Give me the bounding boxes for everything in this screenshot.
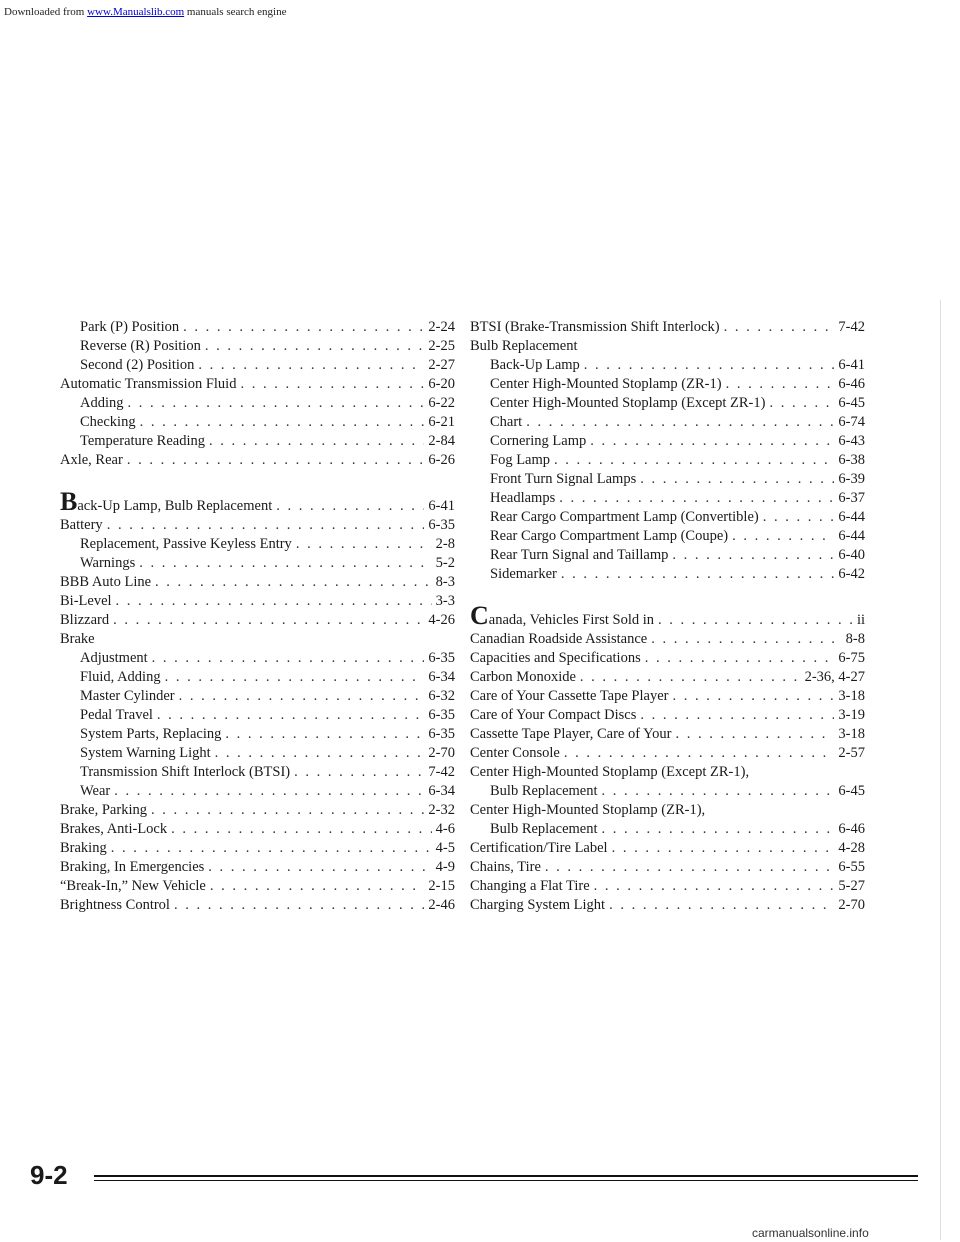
entry-text: Park (P) Position (80, 319, 180, 335)
index-entry (60, 451, 455, 470)
entry-text: BBB Auto Line (60, 574, 152, 590)
entry-text: Capacities and Specifications (470, 650, 641, 666)
leader-dots (139, 554, 431, 573)
leader-dots (183, 318, 424, 337)
leader-dots (296, 535, 432, 554)
entry-page: 8-3 (435, 574, 455, 590)
entry-page: 3-3 (435, 593, 455, 609)
manualslib-link[interactable]: www.Manualslib.com (87, 6, 185, 18)
leader-dots (209, 432, 424, 451)
entry-text: Care of Your Compact Discs (470, 707, 637, 723)
entry-text: Sidemarker (490, 566, 557, 582)
entry-page: 4-5 (435, 840, 455, 856)
index-entry (60, 375, 455, 394)
index-entry (60, 744, 455, 763)
index-entry (470, 706, 865, 725)
entry-page: 6-43 (838, 433, 865, 449)
index-entry (60, 725, 455, 744)
index-entry (470, 630, 865, 649)
leader-dots (157, 706, 425, 725)
section-gap (60, 470, 455, 492)
leader-dots (114, 782, 424, 801)
entry-text: Adjustment (80, 650, 148, 666)
entry-page: 3-19 (838, 707, 865, 723)
footer-rule (36, 1173, 918, 1185)
entry-text: Brakes, Anti-Lock (60, 821, 168, 837)
entry-text: Chains, Tire (470, 859, 541, 875)
entry-page: 5-27 (838, 878, 865, 894)
leader-dots (561, 565, 835, 584)
drop-cap: B (60, 487, 78, 516)
index-entry (470, 601, 865, 630)
entry-page: 6-46 (838, 376, 865, 392)
leader-dots (602, 820, 835, 839)
entry-page: 6-42 (838, 566, 865, 582)
entry-page: 3-18 (838, 726, 865, 742)
leader-dots (179, 687, 425, 706)
index-entry (60, 820, 455, 839)
index-entry (470, 744, 865, 763)
leader-dots (151, 801, 424, 820)
index-entry (470, 858, 865, 877)
leader-dots (208, 858, 431, 877)
leader-dots (128, 394, 425, 413)
entry-page: 6-46 (838, 821, 865, 837)
entry-page: 2-15 (428, 878, 455, 894)
entry-page: 6-74 (838, 414, 865, 430)
entry-page: 6-45 (838, 395, 865, 411)
entry-text: Brightness Control (60, 897, 170, 913)
leader-dots (107, 516, 425, 535)
leader-dots (198, 356, 424, 375)
entry-page: 6-37 (838, 490, 865, 506)
index-entry (470, 375, 865, 394)
entry-text: Brake (60, 631, 95, 647)
entry-text: Care of Your Cassette Tape Player (470, 688, 669, 704)
entry-text: Center High-Mounted Stoplamp (ZR-1) (490, 376, 722, 392)
index-entry (60, 394, 455, 413)
section-gap (470, 584, 865, 606)
leader-dots (171, 820, 432, 839)
entry-text: Back-Up Lamp, Bulb Replacement (60, 487, 273, 516)
entry-text: “Break-In,” New Vehicle (60, 878, 206, 894)
index-entry (470, 820, 865, 839)
entry-text: Center High-Mounted Stoplamp (ZR-1), (470, 802, 706, 818)
index-entry (60, 763, 455, 782)
watermark: carmanualsonline.info (752, 1226, 869, 1240)
entry-page: 6-32 (428, 688, 455, 704)
leader-dots (672, 687, 834, 706)
index-entry (60, 706, 455, 725)
leader-dots (676, 725, 835, 744)
entry-page: 2-24 (428, 319, 455, 335)
index-entry (60, 337, 455, 356)
index-entry (60, 858, 455, 877)
entry-page: 2-46 (428, 897, 455, 913)
entry-text: Bulb Replacement (490, 821, 598, 837)
entry-page: 6-34 (428, 783, 455, 799)
entry-text: Rear Turn Signal and Taillamp (490, 547, 669, 563)
entry-page: 6-40 (838, 547, 865, 563)
entry-text: Back-Up Lamp (490, 357, 580, 373)
leader-dots (111, 839, 432, 858)
leader-dots (165, 668, 425, 687)
header-prefix: Downloaded from (4, 6, 85, 18)
entry-text: Warnings (80, 555, 136, 571)
leader-dots (526, 413, 834, 432)
index-entry (60, 516, 455, 535)
index-entry (470, 413, 865, 432)
leader-dots (609, 896, 834, 915)
index-entry (60, 318, 455, 337)
entry-text: Fluid, Adding (80, 669, 161, 685)
drop-cap: C (470, 601, 489, 630)
index-entry (60, 877, 455, 896)
index-entry (60, 801, 455, 820)
index-entry (470, 337, 865, 356)
entry-text: Cassette Tape Player, Care of Your (470, 726, 672, 742)
entry-page: 6-75 (838, 650, 865, 666)
entry-text: Changing a Flat Tire (470, 878, 590, 894)
entry-page: 6-35 (428, 707, 455, 723)
entry-page: 6-44 (838, 528, 865, 544)
index-entry (470, 763, 865, 782)
entry-page: 7-42 (838, 319, 865, 335)
entry-page: 8-8 (845, 631, 865, 647)
index-entry (470, 318, 865, 337)
entry-page: 6-35 (428, 726, 455, 742)
entry-text: Battery (60, 517, 103, 533)
entry-text: Reverse (R) Position (80, 338, 201, 354)
index-entry (60, 611, 455, 630)
entry-text: Front Turn Signal Lamps (490, 471, 637, 487)
leader-dots (769, 394, 834, 413)
index-column-right (470, 318, 865, 915)
entry-page: 2-84 (428, 433, 455, 449)
page-edge-line (940, 300, 941, 1240)
leader-dots (113, 611, 424, 630)
index-entry (60, 554, 455, 573)
index-entry (60, 782, 455, 801)
entry-text: Fog Lamp (490, 452, 551, 468)
index-entry (60, 573, 455, 592)
entry-page: 6-55 (838, 859, 865, 875)
leader-dots (732, 527, 834, 546)
entry-page: 4-28 (838, 840, 865, 856)
leader-dots (545, 858, 834, 877)
index-entry (60, 839, 455, 858)
entry-page: 7-42 (428, 764, 455, 780)
entry-text: System Parts, Replacing (80, 726, 222, 742)
index-entry (470, 782, 865, 801)
index-entry (470, 896, 865, 915)
leader-dots (140, 413, 425, 432)
leader-dots (724, 318, 835, 337)
index-entry (470, 565, 865, 584)
index-entry (60, 649, 455, 668)
index-entry (60, 592, 455, 611)
entry-page: 6-26 (428, 452, 455, 468)
index-entry (60, 487, 455, 516)
leader-dots (612, 839, 835, 858)
entry-page: 2-27 (428, 357, 455, 373)
entry-text: Replacement, Passive Keyless Entry (80, 536, 292, 552)
index-entry (470, 432, 865, 451)
entry-text: Chart (490, 414, 523, 430)
leader-dots (594, 877, 835, 896)
entry-page: ii (856, 612, 865, 628)
index-entry (60, 630, 455, 649)
index-entry (470, 356, 865, 375)
entry-text: Rear Cargo Compartment Lamp (Convertible) (490, 509, 759, 525)
entry-page: 6-20 (428, 376, 455, 392)
entry-page: 6-41 (838, 357, 865, 373)
entry-text: Adding (80, 395, 124, 411)
entry-page: 6-21 (428, 414, 455, 430)
entry-text: Transmission Shift Interlock (BTSI) (80, 764, 291, 780)
entry-page: 3-18 (838, 688, 865, 704)
index-entry (470, 451, 865, 470)
entry-text: Charging System Light (470, 897, 606, 913)
entry-page: 2-70 (838, 897, 865, 913)
entry-page: 2-57 (838, 745, 865, 761)
leader-dots (658, 611, 853, 630)
index-entry (470, 527, 865, 546)
index-entry (470, 470, 865, 489)
entry-page: 5-2 (435, 555, 455, 571)
index-entry (470, 489, 865, 508)
entry-text: Pedal Travel (80, 707, 153, 723)
entry-text: Headlamps (490, 490, 556, 506)
index-entry (60, 896, 455, 915)
entry-page: 6-22 (428, 395, 455, 411)
entry-page: 2-25 (428, 338, 455, 354)
leader-dots (294, 763, 424, 782)
leader-dots (174, 896, 424, 915)
entry-text: Canadian Roadside Assistance (470, 631, 648, 647)
entry-text: Carbon Monoxide (470, 669, 576, 685)
entry-text: Braking (60, 840, 107, 856)
entry-page: 4-26 (428, 612, 455, 628)
entry-text: Braking, In Emergencies (60, 859, 205, 875)
leader-dots (276, 497, 424, 516)
entry-text: Center Console (470, 745, 560, 761)
entry-page: 4-6 (435, 821, 455, 837)
download-header (4, 6, 286, 18)
leader-dots (672, 546, 834, 565)
leader-dots (225, 725, 424, 744)
entry-text: Canada, Vehicles First Sold in (470, 601, 655, 630)
index-entry (470, 687, 865, 706)
entry-page: 6-38 (838, 452, 865, 468)
entry-page: 2-70 (428, 745, 455, 761)
entry-page: 6-41 (428, 498, 455, 514)
entry-text: Temperature Reading (80, 433, 205, 449)
leader-dots (584, 356, 835, 375)
leader-dots (554, 451, 834, 470)
leader-dots (155, 573, 432, 592)
entry-text: Master Cylinder (80, 688, 175, 704)
leader-dots (210, 877, 425, 896)
index-entry (470, 839, 865, 858)
index-entry (470, 649, 865, 668)
index-entry (470, 801, 865, 820)
entry-text: Blizzard (60, 612, 110, 628)
index-column-left (60, 318, 455, 915)
index-entry (470, 546, 865, 565)
index-entry (470, 508, 865, 527)
index-entry (470, 394, 865, 413)
entry-text: Bulb Replacement (490, 783, 598, 799)
entry-text: Bi-Level (60, 593, 112, 609)
entry-text: Axle, Rear (60, 452, 123, 468)
entry-text: Certification/Tire Label (470, 840, 608, 856)
leader-dots (651, 630, 841, 649)
entry-text: Rear Cargo Compartment Lamp (Coupe) (490, 528, 729, 544)
entry-text: Brake, Parking (60, 802, 147, 818)
leader-dots (205, 337, 425, 356)
leader-dots (602, 782, 835, 801)
leader-dots (152, 649, 425, 668)
leader-dots (763, 508, 835, 527)
leader-dots (240, 375, 424, 394)
entry-page: 6-45 (838, 783, 865, 799)
leader-dots (640, 706, 834, 725)
leader-dots (726, 375, 835, 394)
leader-dots (580, 668, 801, 687)
index-entry (470, 877, 865, 896)
entry-text: System Warning Light (80, 745, 211, 761)
index-entry (60, 687, 455, 706)
entry-text: Cornering Lamp (490, 433, 587, 449)
index-entry (470, 725, 865, 744)
leader-dots (640, 470, 834, 489)
entry-page: 6-39 (838, 471, 865, 487)
leader-dots (559, 489, 834, 508)
index-entry (60, 356, 455, 375)
entry-page: 2-36, 4-27 (804, 669, 865, 685)
header-suffix: manuals search engine (186, 6, 287, 18)
entry-page: 6-35 (428, 517, 455, 533)
index-entry (60, 413, 455, 432)
entry-text: Bulb Replacement (470, 338, 578, 354)
entry-page: 2-8 (435, 536, 455, 552)
leader-dots (564, 744, 835, 763)
leader-dots (645, 649, 835, 668)
index-entry (60, 432, 455, 451)
index-entry (470, 668, 865, 687)
entry-text: Center High-Mounted Stoplamp (Except ZR-1) (490, 395, 766, 411)
entry-page: 6-44 (838, 509, 865, 525)
page-number: 9-2 (30, 1160, 68, 1190)
entry-page: 6-35 (428, 650, 455, 666)
entry-text: Second (2) Position (80, 357, 195, 373)
leader-dots (215, 744, 425, 763)
leader-dots (116, 592, 432, 611)
entry-text: Center High-Mounted Stoplamp (Except ZR-1), (470, 764, 750, 780)
entry-page: 6-34 (428, 669, 455, 685)
entry-text: Checking (80, 414, 136, 430)
entry-page: 4-9 (435, 859, 455, 875)
entry-text: Automatic Transmission Fluid (60, 376, 237, 392)
index-entry (60, 668, 455, 687)
leader-dots (590, 432, 834, 451)
entry-text: Wear (80, 783, 111, 799)
entry-text: BTSI (Brake-Transmission Shift Interlock) (470, 319, 720, 335)
leader-dots (127, 451, 425, 470)
entry-page: 2-32 (428, 802, 455, 818)
index-entry (60, 535, 455, 554)
